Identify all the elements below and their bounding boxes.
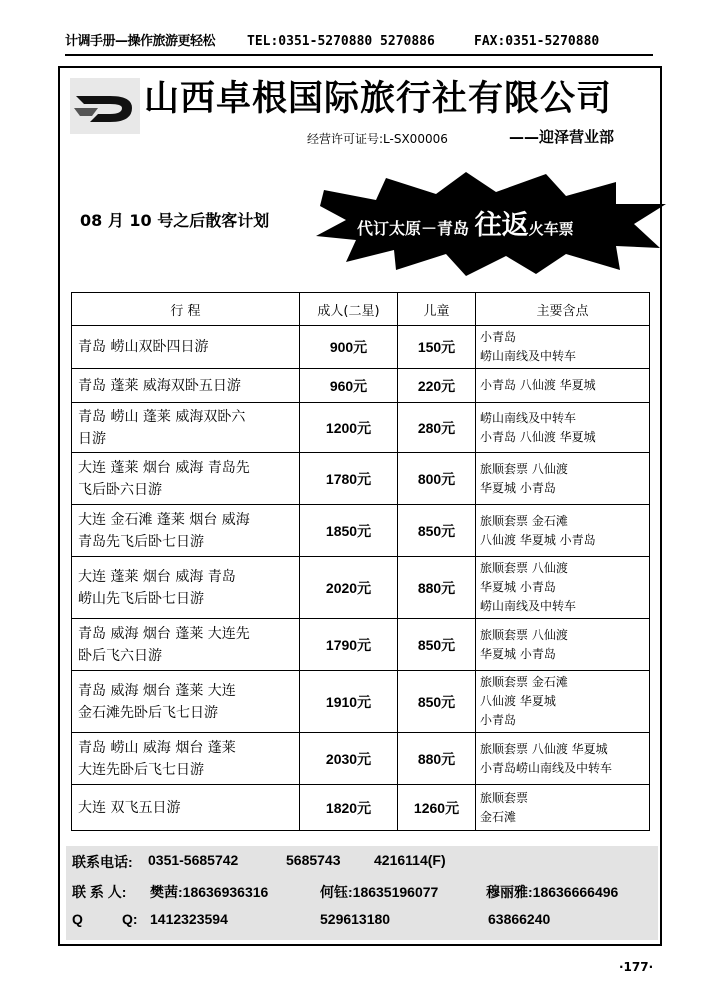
route-line: 大连 蓬莱 烟台 威海 青岛先 xyxy=(78,459,250,476)
points-cell xyxy=(476,733,650,785)
point-line: 旅顺套票 八仙渡 xyxy=(480,561,568,575)
header-fax: FAX:0351-5270880 xyxy=(474,34,600,49)
phone-1: 0351-5685742 xyxy=(148,852,239,868)
plan-table-body xyxy=(72,326,650,831)
child-price: 800元 xyxy=(398,453,476,505)
adult-price: 1200元 xyxy=(300,403,398,453)
person-2: 何钰:18635196077 xyxy=(320,884,439,900)
adult-price: 2030元 xyxy=(300,733,398,785)
table-row xyxy=(72,403,650,453)
table-row xyxy=(72,505,650,557)
header-bar xyxy=(65,32,653,56)
points-cell xyxy=(476,557,650,619)
point-line: 旅顺套票 金石滩 xyxy=(480,513,568,528)
person-label: 联 系 人: xyxy=(72,884,127,900)
route-line: 青岛 蓬莱 威海双卧五日游 xyxy=(78,377,241,394)
points-cell xyxy=(476,403,650,453)
child-price: 850元 xyxy=(398,671,476,733)
route-line: 青岛 崂山 蓬莱 威海双卧六 xyxy=(78,408,246,425)
adult-price: 960元 xyxy=(300,369,398,403)
point-line: 旅顺套票 金石滩 xyxy=(480,675,568,689)
promo-part3: 火车票 xyxy=(528,220,574,238)
points-cell xyxy=(476,369,650,403)
adult-price: 1790元 xyxy=(300,619,398,671)
adult-price: 1820元 xyxy=(300,785,398,831)
route-cell xyxy=(72,671,300,733)
company-logo-icon xyxy=(70,78,140,134)
child-price: 850元 xyxy=(398,619,476,671)
adult-price: 1910元 xyxy=(300,671,398,733)
child-price: 220元 xyxy=(398,369,476,403)
table-row xyxy=(72,369,650,403)
header-tel: TEL:0351-5270880 5270886 xyxy=(247,34,435,49)
adult-price: 1850元 xyxy=(300,505,398,557)
table-row xyxy=(72,326,650,369)
person-1: 樊茜:18636936316 xyxy=(150,884,269,900)
page-number: ·177· xyxy=(619,960,654,974)
phone-label: 联系电话: xyxy=(72,854,133,870)
point-line: 旅顺套票 八仙渡 xyxy=(480,627,568,642)
license-number: 经营许可证号:L-SX00006 xyxy=(307,132,448,146)
route-line: 青岛 崂山双卧四日游 xyxy=(78,339,209,355)
person-3: 穆丽雅:18636666496 xyxy=(486,884,619,900)
point-line: 八仙渡 华夏城 xyxy=(480,694,556,708)
point-line: 旅顺套票 xyxy=(480,790,529,805)
header-slogan: 计调手册—操作旅游更轻松 xyxy=(65,34,216,49)
route-cell xyxy=(72,326,300,369)
points-cell xyxy=(476,619,650,671)
child-price: 850元 xyxy=(398,505,476,557)
table-row xyxy=(72,671,650,733)
qq-2: 529613180 xyxy=(320,911,391,927)
plan-table xyxy=(71,292,650,831)
table-row xyxy=(72,557,650,619)
header-adult: 成人(二星) xyxy=(300,293,398,326)
route-line: 大连 双飞五日游 xyxy=(78,799,181,816)
point-line: 华夏城 小青岛 xyxy=(480,480,556,495)
route-line: 大连 金石滩 蓬莱 烟台 威海 xyxy=(78,511,250,528)
point-line: 崂山南线及中转车 xyxy=(480,349,577,363)
route-cell xyxy=(72,369,300,403)
adult-price: 2020元 xyxy=(300,557,398,619)
point-line: 崂山南线及中转车 xyxy=(480,410,577,425)
child-price: 280元 xyxy=(398,403,476,453)
promo-part2: 往返 xyxy=(474,210,529,241)
table-row xyxy=(72,453,650,505)
points-cell xyxy=(476,671,650,733)
adult-price: 1780元 xyxy=(300,453,398,505)
route-line: 日游 xyxy=(78,430,106,447)
table-row xyxy=(72,733,650,785)
company-name: 山西卓根国际旅行社有限公司 xyxy=(144,79,613,119)
child-price: 880元 xyxy=(398,557,476,619)
child-price: 150元 xyxy=(398,326,476,369)
route-cell xyxy=(72,785,300,831)
point-line: 小青岛崂山南线及中转车 xyxy=(480,760,613,775)
route-line: 崂山先飞后卧七日游 xyxy=(78,590,204,607)
table-header-row xyxy=(72,293,650,326)
phone-2: 5685743 xyxy=(286,852,341,868)
route-cell xyxy=(72,453,300,505)
route-line: 卧后飞六日游 xyxy=(78,647,162,664)
route-cell xyxy=(72,505,300,557)
point-line: 小青岛 八仙渡 华夏城 xyxy=(480,429,596,444)
promo-text xyxy=(357,206,574,249)
point-line: 小青岛 xyxy=(480,330,517,344)
point-line: 旅顺套票 八仙渡 华夏城 xyxy=(480,741,608,756)
point-line: 小青岛 八仙渡 华夏城 xyxy=(480,378,596,392)
header-route: 行 程 xyxy=(72,293,300,326)
adult-price: 900元 xyxy=(300,326,398,369)
promo-part1: 代订太原－青岛 xyxy=(357,219,470,238)
route-line: 大连 蓬莱 烟台 威海 青岛 xyxy=(78,568,236,585)
plan-title: 08 月 10 号之后散客计划 xyxy=(80,211,270,230)
points-cell xyxy=(476,505,650,557)
point-line: 华夏城 小青岛 xyxy=(480,646,556,661)
qq-3: 63866240 xyxy=(488,911,551,927)
header-points: 主要含点 xyxy=(476,293,650,326)
route-cell xyxy=(72,733,300,785)
branch-name: ——迎泽营业部 xyxy=(509,128,615,146)
route-cell xyxy=(72,403,300,453)
route-line: 青岛 崂山 威海 烟台 蓬莱 xyxy=(78,739,236,756)
route-line: 大连先卧后飞七日游 xyxy=(78,761,204,778)
route-line: 飞后卧六日游 xyxy=(78,481,162,498)
route-line: 金石滩先卧后飞七日游 xyxy=(78,704,218,721)
points-cell xyxy=(476,785,650,831)
point-line: 金石滩 xyxy=(480,809,517,824)
points-cell xyxy=(476,326,650,369)
route-line: 青岛先飞后卧七日游 xyxy=(78,533,204,550)
qq-label-1: Q xyxy=(72,911,83,927)
route-line: 青岛 威海 烟台 蓬莱 大连先 xyxy=(78,625,250,642)
phone-3: 4216114(F) xyxy=(374,852,446,868)
point-line: 小青岛 xyxy=(480,713,517,727)
point-line: 华夏城 小青岛 xyxy=(480,580,556,594)
route-cell xyxy=(72,619,300,671)
point-line: 崂山南线及中转车 xyxy=(480,599,577,613)
route-line: 青岛 威海 烟台 蓬莱 大连 xyxy=(78,682,236,699)
table-row xyxy=(72,619,650,671)
points-cell xyxy=(476,453,650,505)
qq-label-2: Q: xyxy=(122,911,138,927)
child-price: 880元 xyxy=(398,733,476,785)
qq-1: 1412323594 xyxy=(150,911,228,927)
table-row xyxy=(72,785,650,831)
route-cell xyxy=(72,557,300,619)
point-line: 旅顺套票 八仙渡 xyxy=(480,461,568,476)
point-line: 八仙渡 华夏城 小青岛 xyxy=(480,532,596,547)
header-child: 儿童 xyxy=(398,293,476,326)
child-price: 1260元 xyxy=(398,785,476,831)
